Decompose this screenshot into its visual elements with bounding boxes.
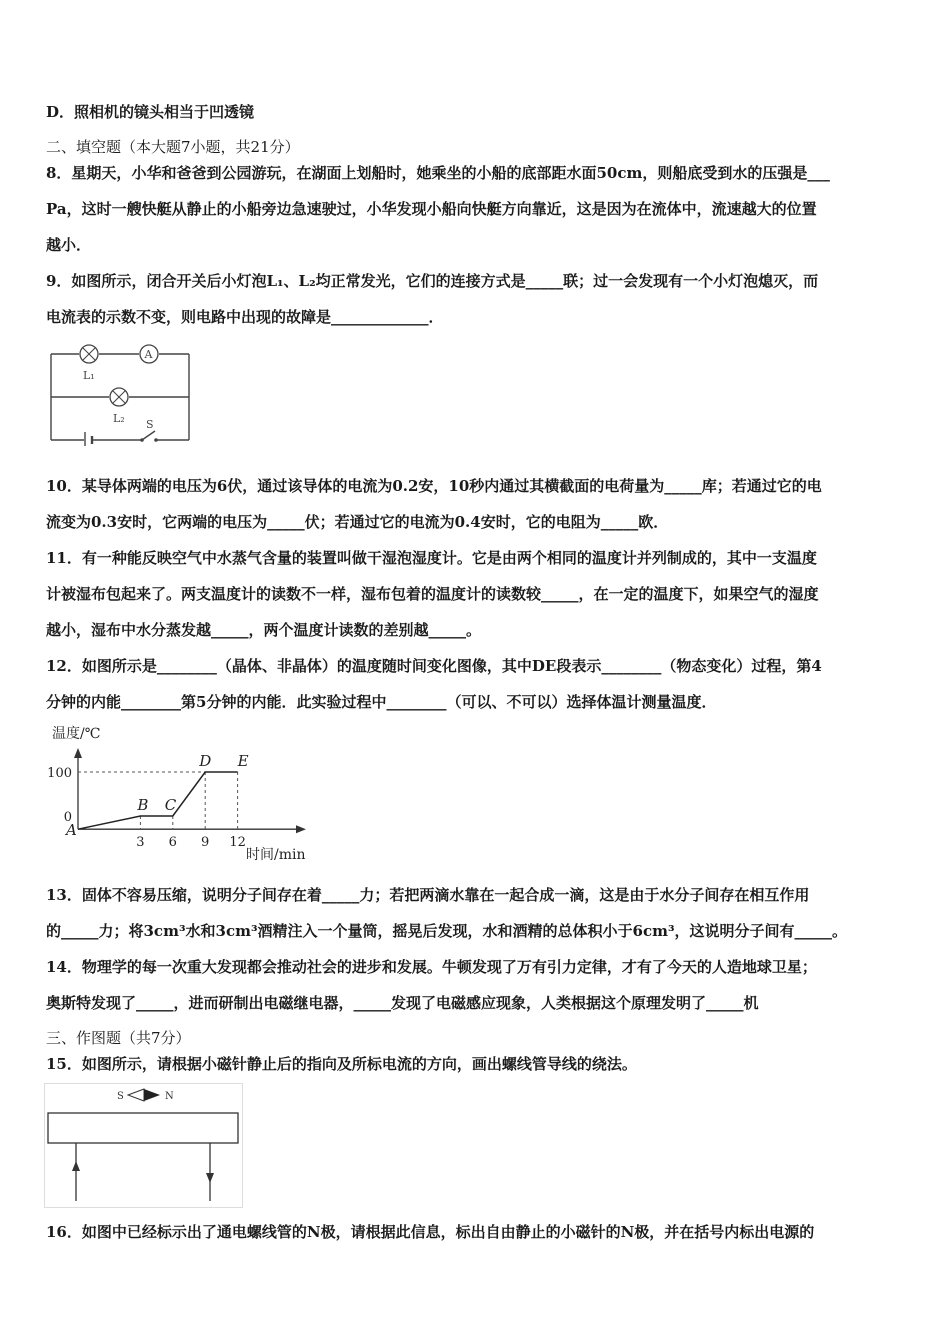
q11-line2: 计被湿布包起来了。两支温度计的读数不一样，湿布包着的温度计的读数较_____，在一定的温度下，如果空气的湿度 (46, 585, 819, 603)
chart-y-tick-label: 0 (63, 810, 72, 825)
battery-icon (85, 432, 92, 446)
q12-line2: 分钟的内能________第5分钟的内能．此实验过程中________（可以、不可以）选择体温计测量温度． (46, 693, 717, 711)
q9-line1: 9．如图所示，闭合开关后小灯泡L₁、L₂均正常发光，它们的连接方式是_____联；过一会发现有一个小灯泡熄灭，而 (46, 272, 819, 290)
compass-north-label: N (165, 1091, 174, 1102)
ammeter-label: A (144, 348, 153, 361)
option-d: D．照相机的镜头相当于凹透镜 (46, 103, 255, 121)
section-2-heading: 二、填空题（本大题7小题，共21分） (46, 138, 300, 156)
section-3-heading: 三、作图题（共7分） (46, 1029, 191, 1047)
q8-line1: 8．星期天，小华和爸爸到公园游玩，在湖面上划船时，她乘坐的小船的底部距水面50cm，则船底受到水的压强是___ (46, 164, 830, 182)
q13-line1: 13．固体不容易压缩，说明分子间存在着_____力；若把两滴水靠在一起合成一滴，这是由于水分子间存在相互作用 (46, 886, 810, 904)
chart-xlabel: 时间/min (246, 847, 306, 863)
chart-x-tick-label: 3 (136, 835, 145, 851)
chart-x-axis-arrow (296, 825, 306, 833)
lamp-l2-icon (110, 388, 128, 406)
q16-line1: 16．如图中已经标示出了通电螺线管的N极，请根据此信息，标出自由静止的小磁针的N极，并在括号内标出电源的 (46, 1223, 815, 1241)
q11-line1: 11．有一种能反映空气中水蒸气含量的装置叫做干湿泡湿度计。它是由两个相同的温度计并列制成的，其中一支温度 (46, 549, 817, 567)
q14-line1: 14．物理学的每一次重大发现都会推动社会的进步和发展。牛顿发现了万有引力定律，才有了今天的人造地球卫星； (46, 958, 817, 976)
compass-south-label: S (117, 1091, 124, 1102)
switch-icon (140, 431, 158, 442)
chart-point-label-b: B (137, 796, 149, 814)
q15-line1: 15．如图所示，请根据小磁针静止后的指向及所标电流的方向，画出螺线管导线的绕法。 (46, 1055, 637, 1073)
chart-x-tick-label: 6 (168, 835, 177, 851)
q9-line2: 电流表的示数不变，则电路中出现的故障是_____________． (46, 308, 444, 326)
current-out-arrow-icon (206, 1143, 214, 1201)
chart-point-label-c: C (164, 796, 177, 814)
compass-needle-icon (128, 1089, 160, 1101)
lamp-l2-label: L₂ (113, 412, 125, 425)
lamp-l1-icon (80, 345, 98, 363)
q11-line3: 越小，湿布中水分蒸发越_____，两个温度计读数的差别越_____。 (46, 621, 482, 639)
chart-y-axis-arrow (74, 748, 82, 758)
switch-label: S (146, 418, 154, 431)
q13-line2: 的_____力；将3cm³水和3cm³酒精注入一个量筒，摇晃后发现，水和酒精的总体积小于6cm³，这说明分子间有_____。 (46, 922, 848, 940)
q12-temperature-chart (40, 720, 320, 868)
chart-y-tick-label: 100 (47, 766, 72, 781)
chart-ylabel: 温度/℃ (52, 726, 101, 742)
q8-line2: Pa，这时一艘快艇从静止的小船旁边急速驶过，小华发现小船向快艇方向靠近，这是因为在流体中，流速越大的位置 (46, 200, 817, 218)
chart-point-label-d: D (199, 752, 212, 770)
chart-series-line (78, 772, 238, 829)
q15-solenoid-diagram (44, 1083, 244, 1209)
q10-line2: 流变为0.3安时，它两端的电压为_____伏；若通过它的电流为0.4安时，它的电阻为_____欧． (46, 513, 669, 531)
q10-line1: 10．某导体两端的电压为6伏，通过该导体的电流为0.2安，10秒内通过其横截面的电荷量为_____库；若通过它的电 (46, 477, 822, 495)
chart-x-tick-label: 12 (229, 835, 246, 851)
lamp-l1-label: L₁ (83, 369, 95, 382)
q8-line3: 越小． (46, 236, 92, 254)
q12-line1: 12．如图所示是________（晶体、非晶体）的温度随时间变化图像，其中DE段表示________（物态变化）过程，第4 (46, 657, 822, 675)
current-in-arrow-icon (72, 1143, 80, 1201)
solenoid-tube (48, 1113, 238, 1143)
q14-line2: 奥斯特发现了_____，进而研制出电磁继电器，_____发现了电磁感应现象，人类根据这个原理发明了_____机 (46, 994, 759, 1012)
chart-point-label-e: E (237, 752, 249, 770)
q9-circuit-diagram (46, 338, 196, 446)
chart-point-label-a: A (66, 821, 77, 840)
chart-x-tick-label: 9 (201, 835, 210, 851)
